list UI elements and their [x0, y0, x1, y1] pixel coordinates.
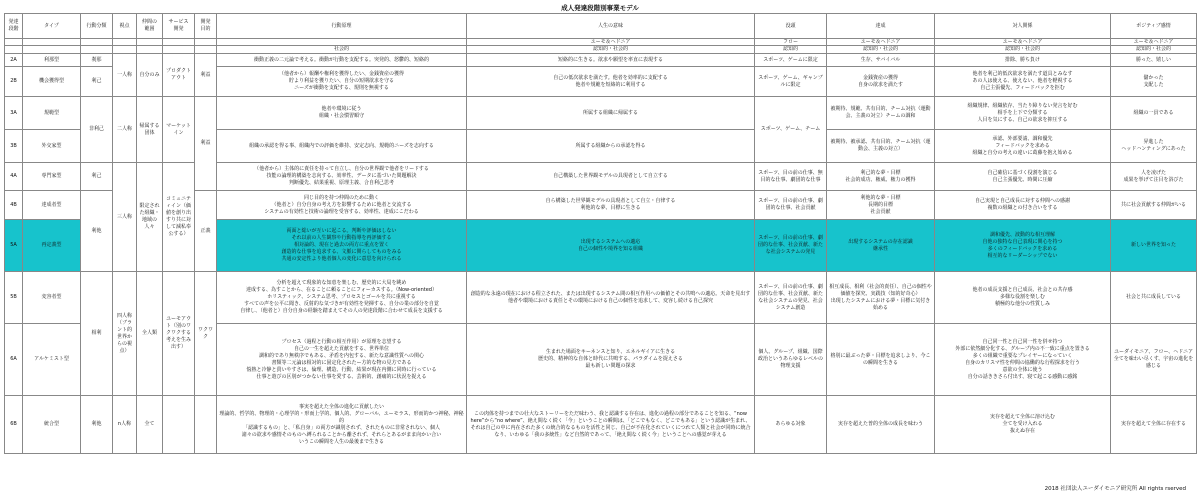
group-service-empty	[163, 396, 195, 454]
group-behavior: 非利己	[81, 97, 113, 163]
row-code: 6B	[5, 396, 23, 454]
row-principle: 衝動正義の二元論で考える。衝動が行動を支配する。突発的、怒鬱的、短絡的	[217, 54, 467, 67]
row-positive: 新しい世界を知った	[1111, 220, 1197, 272]
row-meaning: 自ら構築した世界観モデルの具現者として自立・自律する 利他的な夢、目標に生きる	[467, 191, 755, 220]
row-achieve: 出現するシステムの存在認識 継承性	[827, 220, 935, 272]
row-positive: 共に社会貢献する仲間がいる	[1111, 191, 1197, 220]
row-achieve: 生存、サバイバル	[827, 54, 935, 67]
row-relation: 承認、外部要請、調和優先 フィードバックを求める 組織と自分の考えの違いに葛藤を抱え始める	[935, 130, 1111, 163]
row-type: 達成者型	[23, 191, 81, 220]
sub2-principle: 社会的	[217, 46, 467, 54]
group-service: プロダクトアウト	[163, 54, 195, 97]
subheader-row-2	[5, 46, 1197, 54]
row-type: アルケミスト型	[23, 324, 81, 396]
group-purpose: 正義	[195, 191, 217, 272]
row-relation: 自己同一性と自己同一性を併せ持つ 外部に依然細分化する、グループ内の不一致に重点を置きる 多くの組織で重要なプレイヤーになっていく 自身のカリスマ性を仲間の協働的な行程探求を行う 意欲の全体に使う 自分の話ききさら付出す、寝て起こる感動に感銘	[935, 324, 1111, 396]
row-principle: 組織の承認を得る事、組織内での評価を維持、安定志向、規範的ニーズを志向する	[217, 130, 467, 163]
row-flow: スポーツ、ゲームに限定	[755, 54, 827, 67]
row-positive: 勝った、嬉しい	[1111, 54, 1197, 67]
row-flow: 個人、グループ、組織、国際政治というあらゆるレベルの物理支援	[755, 324, 827, 396]
group-service: マーケットイン	[163, 97, 195, 163]
header-type: タイプ	[23, 14, 81, 39]
row-relation: 他者の成長支援と自己成長、社会との共存感 多様な役割を楽しむ 積極的な他分の性質しみ	[935, 272, 1111, 324]
row-type: 変容者型	[23, 272, 81, 324]
header-achieve: 達成	[827, 14, 935, 39]
group-scope: 自分のみ	[137, 54, 163, 97]
row-relation: 調和優先、波動的な相互理解 自他の独特な自己表現に関心を持つ 多くのフィードバックを求める 相互的なリーダーシップでない	[935, 220, 1111, 272]
group-viewpoint: 一人称	[113, 54, 137, 97]
row-flow: スポーツ、目の前の仕事、劇団的な仕事、社会貢献、新たな社会システムの発見、社会システム創造	[755, 272, 827, 324]
row-code: 3A	[5, 97, 23, 130]
group-scope: 全て	[137, 396, 163, 454]
group-scope: 帰属する団体	[137, 97, 163, 163]
row-flow: スポーツ、ゲーム、ギャンブルに限定	[755, 67, 827, 97]
row-flow: スポーツ、ゲーム、チーム	[755, 97, 827, 163]
group-behavior: 利他	[81, 396, 113, 454]
header-flow: 没頭	[755, 14, 827, 39]
header-service: サービス 開発	[163, 14, 195, 39]
group-viewpoint: 二人称	[113, 97, 137, 163]
group-behavior: 利他	[81, 191, 113, 272]
row-principle: 分析を超えて現象的な知恵を楽しむ、歴史的に大局を眺め 達成する、為すことから、在ることに頼ることにフォーカスする。（Now-oriented） ホリスティック、システム思考、プロセスとゴールを共に重視する すべての声を公平に聞き、反射的な気づきが有効性を発揮する、自分の業の部分を自覚 自律し、（他者と）自分自身の経験を踏まえてその人の発達段階に合わせて成長を支援する	[217, 272, 467, 324]
row-meaning: 所属する組織からの承認を得る	[467, 130, 755, 163]
row-positive: ユーダイモニア、フロー、ヘドニア全てを味わい尽くす、宇宙の進化を感じる	[1111, 324, 1197, 396]
row-meaning: 所属する組織に帰属する	[467, 97, 755, 130]
sub2-flow: 認知的	[755, 46, 827, 54]
row-type: 専門家型	[23, 163, 81, 191]
subheader-row-1	[5, 39, 1197, 46]
header-code: 発達 段階	[5, 14, 23, 39]
row-achieve: 格別に最ぶった夢・目標を追求しより、今この瞬間を生きる	[827, 324, 935, 396]
row-principle: プロセス（過程と行動の相互作用）が原理を志望する 自己の一生を超えた貢献をする、世界単位 調和的であり無秩序でもある、矛盾を内包する、新たな意識性質への関心 書類等二元論は相対的に固定化されたー方的な物の見方である 悩熱と冷静と貴いやすさは、倫理、構造、行動、結果が現在内側に同時に行っている 仕事と遊びの区別がつかない仕事を愛する、芸術的、創痛的に状況を捉える	[217, 324, 467, 396]
group-purpose: ワクワク	[195, 272, 217, 396]
group-behavior: 利己	[81, 163, 113, 191]
table-row	[5, 163, 1197, 191]
row-meaning: 創造的な永遠の現在における程立された、または出現するシステム間の相互作用への価値とその共鳴への適応。天命を見出す 他者や環境における責任とその環境における自己の個性を追求して、変容し続ける自己探究	[467, 272, 755, 324]
row-positive: 実存を超えて全体に存在する	[1111, 396, 1197, 454]
row-achieve: 実存を超えた普的全体の成長を味わう	[827, 396, 935, 454]
header-viewpoint: 視点	[113, 14, 137, 39]
header-relation: 対人関係	[935, 14, 1111, 39]
row-flow: スポーツ、目の前の仕事、無目的な仕事、劇団的な仕事	[755, 163, 827, 191]
group-service: コミュニティイン（価値を創り出すり共に対して減私奉公する）	[163, 163, 195, 272]
row-achieve: 被期待、規範、共有目的、チーム対抗（運動会、主義の対立）チームの調和	[827, 97, 935, 130]
row-achieve: 相互成長、相利（社会的責任）、自己の個性や価値を探究、実践技（知的好奇心） 出現したシステムにおける夢・目標に気付き始める	[827, 272, 935, 324]
header-principle: 行動原理	[217, 14, 467, 39]
group-scope: 全人類	[137, 272, 163, 396]
sub1-positive: ユーモ＆ヘドニア	[1111, 39, 1197, 46]
header-meaning: 人生の意味	[467, 14, 755, 39]
row-flow: スポーツ、目の前の仕事、劇団的な仕事、社会貢献、新たな社会システムの発見	[755, 220, 827, 272]
page-title: 成人発達段階別事業モデル	[561, 4, 639, 12]
row-code: 4A	[5, 163, 23, 191]
row-code: 6A	[5, 324, 23, 396]
row-positive: 人を凌げた 成果を挙げて注目を浴びた	[1111, 163, 1197, 191]
sub2-positive: 認知的・社会的	[1111, 46, 1197, 54]
row-principle: 事実を超えた全体の進化に貢献したい 理論的、哲学的、物理的・心理学的・形而上学的、個人的、グローバル、ユーモラス、形而的かつ神秘、神秘的 「認識するもの」と、「私自身」の両方が識別されず、されたものに非常されない、個人 諸々の欲求や感情そのものへ縛られることから離されず、それらとあるがまま向かい合い いうこの瞬間を人生の最後まで生きる	[217, 396, 467, 454]
row-code: 4B	[5, 191, 23, 220]
row-meaning: この肉体を持つまでの壮大なストーリーをただ味わう、我と認識する存在は、進化の過程の部分であることを知る、“now here”から“no where”、絶え間なく続く「今」ということの瞬間は、「どこでもなく、どこでもある」という認識が生まれ、それは自己の中に内在された多くの統合的なるものを活性と同じ、自己が不在化されていくにつれて人類と社会が同時に統合なり、いわゆる「我の多統性」など自然的であって、「絶え間なく続く今」ということへの感覚が芽える	[467, 396, 755, 454]
group-scope: 限定された組織・地域の人々	[137, 163, 163, 272]
group-behavior: 利己	[81, 67, 113, 97]
row-principle: （他者から）報酬や権利を獲得したい、金銭資産の獲得 貯より利益を獲りたい、自分の短期欲求を守る ニーズが衝動を支配する、規則を無視する	[217, 67, 467, 97]
group-viewpoint: 四人称（ブラント的世界からの視点）	[113, 272, 137, 396]
row-relation: 実存を超えて全体に溶け込む 全てを受け入れる 抜えぬ存在	[935, 396, 1111, 454]
sub1-achieve: ユーモ＆ヘドニア	[827, 39, 935, 46]
group-purpose: 利益	[195, 97, 217, 191]
row-principle: 同じ目的を持つ仲間のために動く （他者と）自分自身の考え方を影響するために他者と交流する システムの有効性と技術の論理を受容する、効率性、達成にこだわる	[217, 191, 467, 220]
row-type: 統合型	[23, 396, 81, 454]
row-achieve: 金銭資産の獲得 自身の欲求を満たす	[827, 67, 935, 97]
row-achieve: 被期待、被承認、共有目的、チーム対抗（運動会、主義の対立）	[827, 130, 935, 163]
row-relation: 自己確信に基づく役割を演じる 自己主張優先、時間に圧縮	[935, 163, 1111, 191]
row-relation: 他者を利己的低次欲求を満たす道具とみなす あの人は使える、使えない、他者を軽視する 自己主張優先、フィードバックを拒む	[935, 67, 1111, 97]
sub2-relation: 認知的・社会的	[935, 46, 1111, 54]
header-purpose: 開発 目的	[195, 14, 217, 39]
header-behavior: 行動分類	[81, 14, 113, 39]
table-row	[5, 396, 1197, 454]
header-row	[5, 14, 1197, 39]
row-principle: （他者から）主体的に責任を持って自立し、自分の世界観で他者をリードする 技能の論理的構築を志向する、効率性、データに基づいた問題解決 判断優先、結果重視、原理主義、合自利己思考	[217, 163, 467, 191]
row-positive: 組織の一員である	[1111, 97, 1197, 130]
row-code: 5B	[5, 272, 23, 324]
sub2-achieve: 認知的・社会的	[827, 46, 935, 54]
row-flow: スポーツ、目の前の仕事、劇団的な仕事、社会貢献	[755, 191, 827, 220]
row-meaning: 生まれた場面をキーネンスと知り、エネルギイアに生きる 歴史的、精神的な自体と時代に共鳴する、パラダイムを捉えさる 最も新しい問題の探求	[467, 324, 755, 396]
row-code: 2A	[5, 54, 23, 67]
row-positive: 昇進した ヘッドハンティングにあった	[1111, 130, 1197, 163]
table-row	[5, 54, 1197, 67]
row-positive: 社会と共に成長している	[1111, 272, 1197, 324]
sub1-flow: フロー	[755, 39, 827, 46]
row-type: 規範型	[23, 97, 81, 130]
header-positive: ポジティブ感情	[1111, 14, 1197, 39]
row-code: 2B	[5, 67, 23, 97]
row-type: 外交家型	[23, 130, 81, 163]
row-relation: 組織規律、組織依存、当たり障りない発言を好む 相手を上下で分類する 人目を気にする、自己の欲求を抑圧する	[935, 97, 1111, 130]
row-principle: 他者や環境に従う 組織・社会慣習順守	[217, 97, 467, 130]
row-type: 利那型	[23, 54, 81, 67]
group-purpose-empty	[195, 396, 217, 454]
sub1-meaning: ユーモ＆ヘドニア	[467, 39, 755, 46]
row-positive: 儲かった 支配した	[1111, 67, 1197, 97]
row-achieve: 利己的な夢・目標 社会的成功、権威、権力の獲得	[827, 163, 935, 191]
sub2-meaning: 認知的・社会的	[467, 46, 755, 54]
row-meaning: 自己の低次欲求を満たす。他者を効率的に支配する 他者や規範を短絡的に利用する	[467, 67, 755, 97]
row-code: 3B	[5, 130, 23, 163]
row-type: 再定義型	[23, 220, 81, 272]
table-row	[5, 272, 1197, 324]
row-principle: 両面と総いが互いに起こる。判断や評価はしない それ以前の人生観察や行動指導を再評価する 相対論的、現在と過去の両方に重点を置く 創造的な仕事を追求する、文脈に関らしてものをみる 共通の安定性より他者個人の変化に意思を向けられる	[217, 220, 467, 272]
group-viewpoint: n人称	[113, 396, 137, 454]
row-meaning: 短絡的に生きる。欲求や願望を率直に表現する	[467, 54, 755, 67]
sub1-relation: ユーモ＆ヘドニア	[935, 39, 1111, 46]
row-flow: あらゆる対象	[755, 396, 827, 454]
row-relation: 自己実現と自己成長に対する仲間への感謝 複数の組織との付き合いをする	[935, 191, 1111, 220]
group-behavior: 刹那	[81, 54, 113, 67]
group-behavior: 相利	[81, 272, 113, 396]
group-viewpoint: 三人称	[113, 163, 137, 272]
table-row	[5, 97, 1197, 130]
group-purpose: 利益	[195, 54, 217, 97]
stage-table	[4, 13, 1197, 454]
row-relation: 排除、勝ち負け	[935, 54, 1111, 67]
row-meaning: 自己構築した世界観モデルの具現者として自立する	[467, 163, 755, 191]
row-achieve: 利他的な夢・目標 長期的目標 社会貢献	[827, 191, 935, 220]
row-code: 5A	[5, 220, 23, 272]
row-type: 機会獲得型	[23, 67, 81, 97]
copyright-footer: 2018 社団法人ユーダイモニア研究所 All rights rserved	[1044, 486, 1186, 492]
group-service: ユーモアウト（別のワクワクする考えを生み出す）	[163, 272, 195, 396]
row-meaning: 出現するシステムへの適応 自己の個性や境界を知る組織	[467, 220, 755, 272]
header-scope: 仲間の 範囲	[137, 14, 163, 39]
